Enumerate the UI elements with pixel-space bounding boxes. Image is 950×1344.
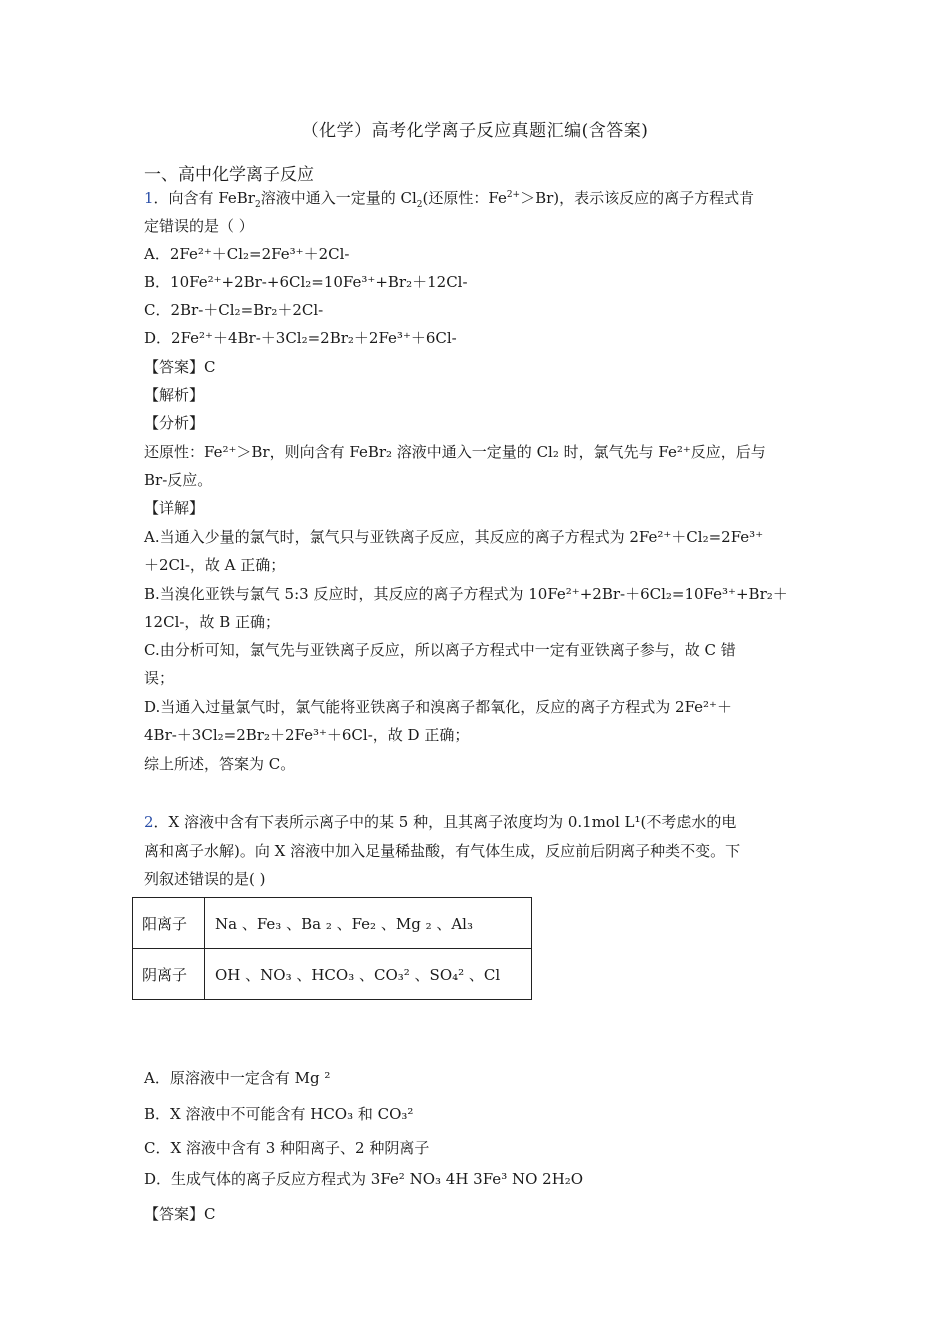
anion-list: OH 、NO₃ 、HCO₃ 、CO₃² 、SO₄² 、Cl: [205, 949, 532, 1000]
q1-option-a: A．2Fe²⁺＋Cl₂=2Fe³⁺＋2Cl-: [144, 245, 350, 263]
q1-sup-c: 2+: [506, 190, 521, 200]
q2-stem-line-1: [144, 812, 736, 832]
q1-sub-a: 2: [254, 200, 261, 210]
q2-option-c: C．X 溶液中含有 3 种阳离子、2 种阴离子: [144, 1139, 430, 1157]
q1-stem-a: ．向含有 FeBr: [153, 189, 255, 207]
ion-table: [132, 897, 532, 1000]
q2-stem-line-2: 离和离子水解)。向 X 溶液中加入足量稀盐酸，有气体生成，反应前后阴离子种类不变。下: [144, 842, 741, 860]
q1-fenxi-line-2: Br-反应。: [144, 471, 213, 489]
q1-fenxi-heading: 【分析】: [144, 414, 205, 432]
q1-detail-d-line-1: D.当通入过量氯气时，氯气能将亚铁离子和溴离子都氧化，反应的离子方程式为 2Fe²⁺＋: [144, 698, 732, 716]
table-row: [133, 898, 532, 949]
q1-stem-line-1: [144, 188, 754, 208]
q2-option-a: A．原溶液中一定含有 Mg ²: [144, 1069, 331, 1087]
q1-detail-b-line-1: B.当溴化亚铁与氯气 5:3 反应时，其反应的离子方程式为 10Fe²⁺+2Br-＋6Cl₂=10Fe³⁺+Br₂＋: [144, 585, 788, 603]
q1-detail-d-line-2: 4Br-＋3Cl₂=2Br₂＋2Fe³⁺＋6Cl-，故 D 正确；: [144, 726, 470, 744]
document-title: （化学）高考化学离子反应真题汇编(含答案): [301, 121, 649, 141]
q1-number: 1: [144, 189, 154, 207]
q2-number: 2: [144, 813, 154, 831]
q1-detail-a-line-1: A.当通入少量的氯气时，氯气只与亚铁离子反应，其反应的离子方程式为 2Fe²⁺＋Cl₂=2Fe³⁺: [144, 528, 764, 546]
q1-detail-c-line-2: 误；: [144, 669, 175, 687]
table-row: [133, 949, 532, 1000]
q1-sub-b: 2: [416, 200, 423, 210]
q1-detail-b-line-2: 12Cl-，故 B 正确；: [144, 613, 280, 631]
q1-fenxi-line-1: 还原性：Fe²⁺＞Br，则向含有 FeBr₂ 溶液中通入一定量的 Cl₂ 时，氯气先与 Fe²⁺反应，后与: [144, 443, 766, 461]
q1-option-c: C．2Br-＋Cl₂=Br₂＋2Cl-: [144, 301, 324, 319]
q2-option-b: B．X 溶液中不可能含有 HCO₃ 和 CO₃²: [144, 1105, 414, 1123]
q2-option-d: D．生成气体的离子反应方程式为 3Fe² NO₃ 4H 3Fe³ NO 2H₂O: [144, 1170, 584, 1188]
anion-label: 阴离子: [133, 949, 205, 1000]
q2-stem-text-1: ．X 溶液中含有下表所示离子中的某 5 种，且其离子浓度均为 0.1mol L¹(不考虑水的电: [153, 813, 737, 831]
q1-stem-d: ＞Br)，表示该反应的离子方程式肯: [520, 189, 755, 207]
q1-option-d: D．2Fe²⁺＋4Br-＋3Cl₂=2Br₂＋2Fe³⁺＋6Cl-: [144, 329, 457, 347]
section-heading: 一、高中化学离子反应: [144, 165, 314, 185]
q2-answer: 【答案】C: [144, 1205, 216, 1223]
q1-option-b: B．10Fe²⁺+2Br-+6Cl₂=10Fe³⁺+Br₂＋12Cl-: [144, 273, 468, 291]
q1-detail-a-line-2: ＋2Cl-，故 A 正确；: [144, 556, 286, 574]
q1-summary: 综上所述，答案为 C。: [144, 755, 296, 773]
q2-stem-line-3: 列叙述错误的是( ): [144, 870, 266, 888]
cation-list: Na 、Fe₃ 、Ba ₂ 、Fe₂ 、Mg ₂ 、Al₃: [205, 898, 532, 949]
q1-stem-line-2: 定错误的是（ ）: [144, 217, 254, 235]
q1-answer: 【答案】C: [144, 358, 216, 376]
q1-xiangjie-heading: 【详解】: [144, 499, 205, 517]
cation-label: 阳离子: [133, 898, 205, 949]
q1-stem-c: (还原性：Fe: [422, 189, 507, 207]
q1-stem-b: 溶液中通入一定量的 Cl: [260, 189, 417, 207]
q1-detail-c-line-1: C.由分析可知，氯气先与亚铁离子反应，所以离子方程式中一定有亚铁离子参与，故 C 错: [144, 641, 736, 659]
q1-jiexi-heading: 【解析】: [144, 386, 205, 404]
